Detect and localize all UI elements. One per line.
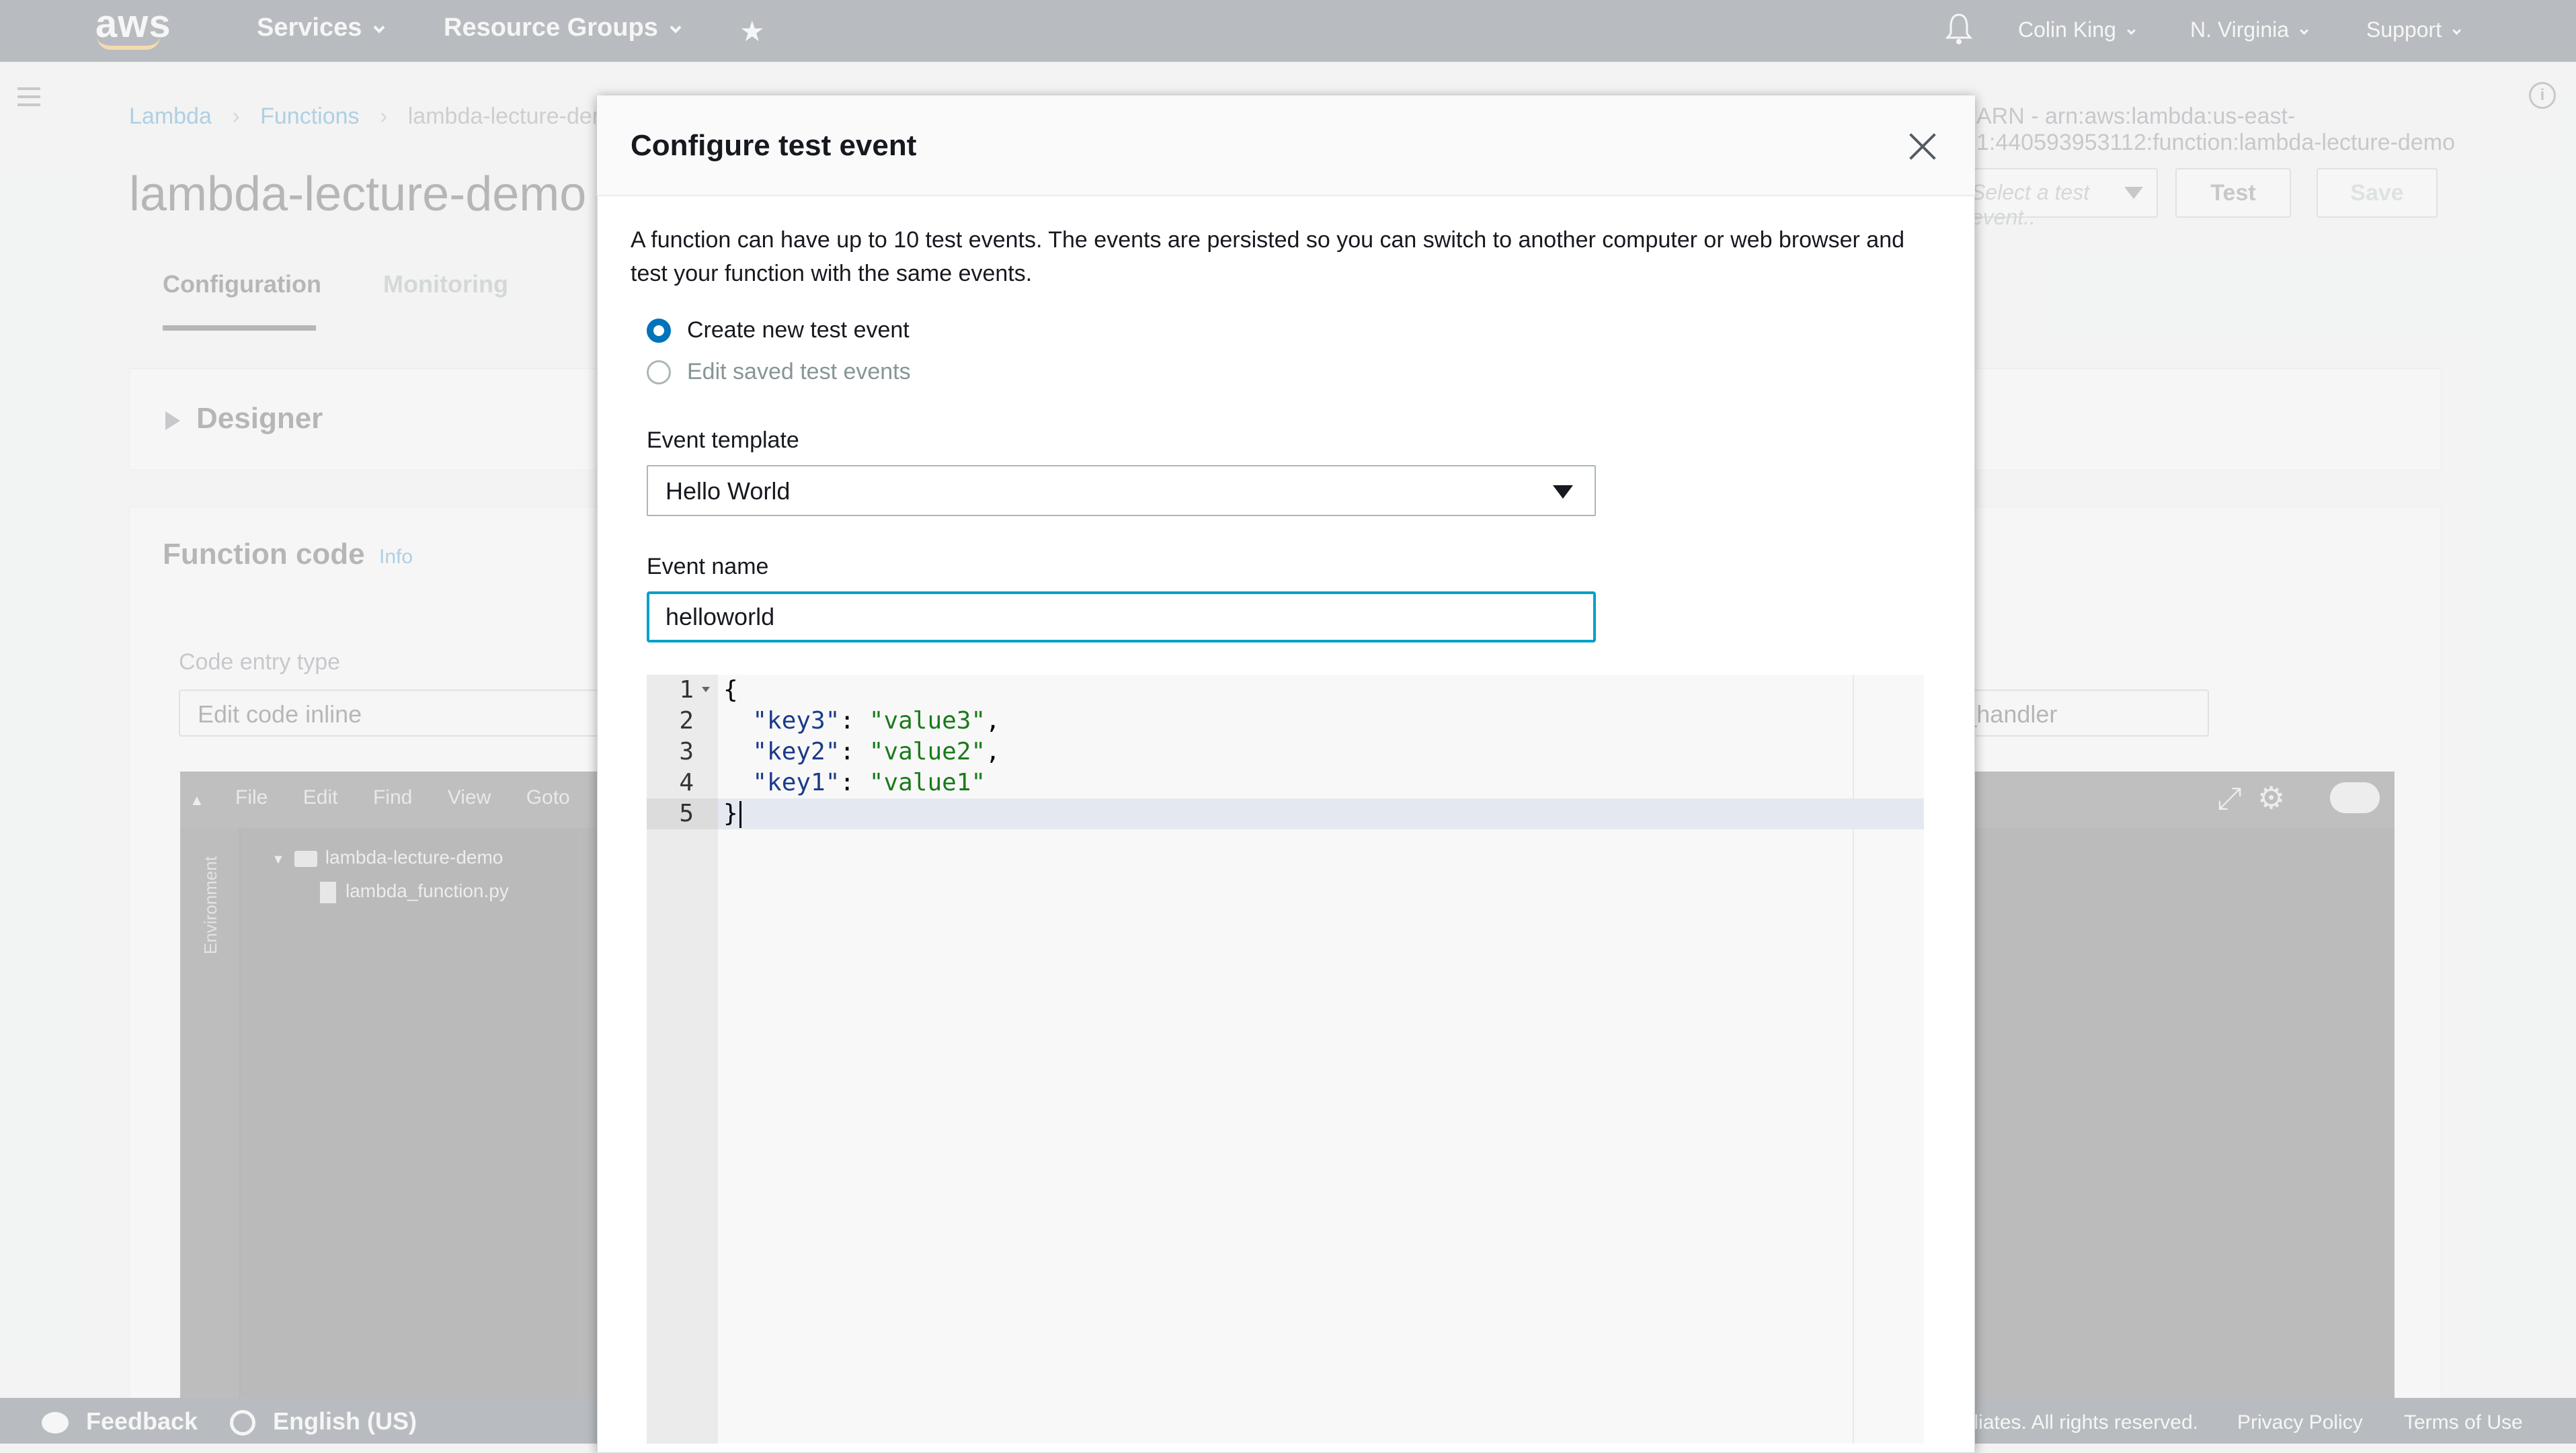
caret-down-icon [1553, 485, 1573, 499]
json-key: "key2" [752, 738, 840, 765]
code-line [723, 798, 741, 829]
json-key: "key3" [752, 707, 840, 735]
line-number: 4 [679, 769, 694, 796]
code-close-brace: } [723, 800, 738, 827]
json-comma: , [985, 738, 1000, 765]
line-number: 1 [679, 676, 694, 704]
text-cursor [739, 801, 741, 828]
event-name-input[interactable] [647, 591, 1596, 642]
create-new-test-event-label[interactable]: Create new test event [687, 317, 910, 343]
editor-print-margin [1853, 675, 1854, 1444]
json-value: "value3" [869, 707, 986, 735]
json-value: "value1" [869, 769, 986, 796]
code-line: "key1": "value1" [752, 769, 986, 796]
dialog-title: Configure test event [631, 129, 917, 162]
edit-saved-test-events-radio[interactable] [647, 360, 671, 384]
close-icon[interactable] [1908, 132, 1937, 161]
json-value: "value2" [869, 738, 986, 765]
fold-arrow-icon[interactable] [702, 687, 710, 692]
event-template-label: Event template [647, 427, 799, 453]
code-line: "key2": "value2", [752, 738, 1000, 765]
code-line: "key3": "value3", [752, 707, 1000, 735]
line-number: 2 [679, 707, 694, 735]
json-key: "key1" [752, 769, 840, 796]
line-number: 3 [679, 738, 694, 765]
event-name-label: Event name [647, 554, 769, 579]
create-new-test-event-radio[interactable] [647, 319, 671, 343]
line-number: 5 [679, 800, 694, 827]
event-template-value: Hello World [666, 477, 791, 505]
code-open-brace: { [723, 676, 738, 704]
dialog-description: A function can have up to 10 test events. The events are persisted so you can switch to another computer or web browser and test your function with the same events. [631, 227, 1905, 286]
edit-saved-test-events-label[interactable]: Edit saved test events [687, 359, 911, 384]
code-line [723, 675, 738, 706]
editor-active-line [647, 798, 1924, 829]
event-template-select[interactable] [647, 465, 1596, 516]
json-comma: , [985, 707, 1000, 735]
